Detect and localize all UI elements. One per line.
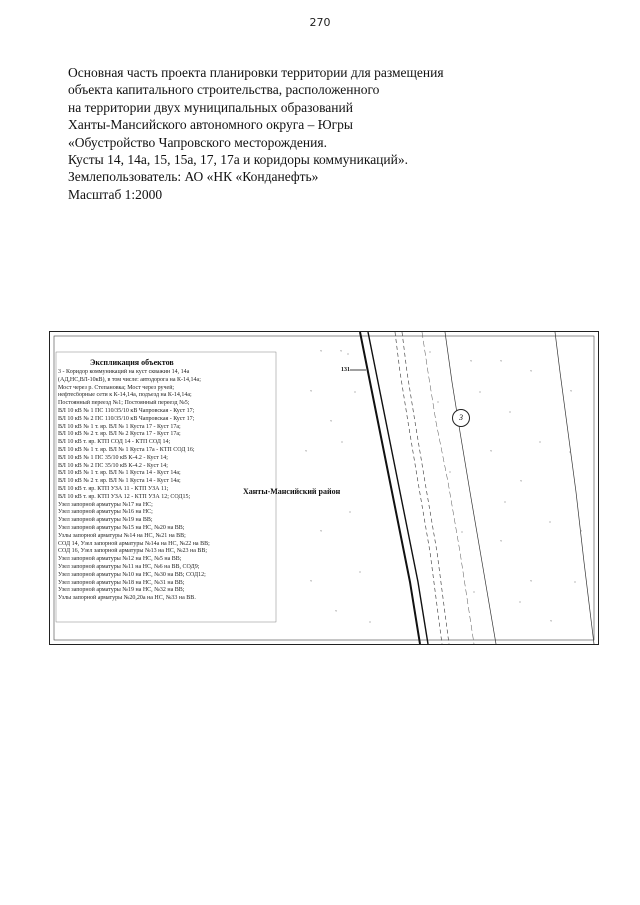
- legend-item: Узел запорной арматуры №10 на НС, №30 на ВВ; СОД12;: [58, 571, 206, 578]
- legend-item: (АД,НС,ВЛ-10кВ), в том числе: автодорога на К-14,14а;: [58, 376, 201, 383]
- svg-text:≈: ≈: [520, 478, 523, 483]
- legend-item: Узел запорной арматуры №18 на НС, №31 на ВВ;: [58, 579, 185, 586]
- header-line: Кусты 14, 14а, 15, 15а, 17, 17а и коридоры коммуникаций».: [68, 152, 408, 168]
- legend-item: ВЛ 10 кВ т. яр. КТП УЗА 12 - КТП УЗА 12; СОД15;: [58, 493, 191, 500]
- legend-item: Узлы запорной арматуры №14 на НС, №21 на ВВ;: [58, 532, 186, 539]
- legend-item: ВЛ 10 кВ № 2 ПС 35/10 кВ К-4.2 - Куст 14;: [58, 462, 168, 469]
- legend-title: Экспликация объектов: [90, 358, 174, 367]
- planning-map: [49, 331, 599, 645]
- legend-item: Узел запорной арматуры №17 на НС;: [58, 501, 153, 508]
- svg-text:≈: ≈: [320, 528, 323, 533]
- svg-text:≈: ≈: [530, 368, 533, 373]
- page-number: 270: [309, 16, 331, 29]
- legend-item: ВЛ 10 кВ № 2 т. яр. ВЛ № 2 Куста 17 - Куст 17а;: [58, 431, 181, 438]
- svg-text:≈: ≈: [490, 448, 493, 453]
- svg-text:≈: ≈: [580, 528, 583, 533]
- svg-text:≈: ≈: [570, 388, 573, 393]
- legend-item: нефтесборные сети к К-14,14а, подъезд на К-14,14а;: [58, 392, 192, 399]
- svg-text:≈: ≈: [530, 578, 533, 583]
- header-line: объекта капитального строительства, расположенного: [68, 82, 380, 98]
- legend-item: ВЛ 10 кВ № 2 ПС 110/35/10 кВ Чапровская - Куст 17;: [58, 415, 195, 422]
- legend-item: 3 - Коридор коммуникаций на куст скважин 14, 14а: [58, 369, 190, 375]
- legend-list: [58, 369, 273, 603]
- svg-text:≈: ≈: [335, 608, 338, 613]
- legend-item: Узлы запорной арматуры №20,20а на НС, №33 на ВВ.: [58, 595, 196, 602]
- legend-item: ВЛ 10 кВ т. яр. КТП СОД 14 - КТП СОД 14;: [58, 439, 171, 446]
- legend-item: СОД 16, Узел запорной арматуры №13 на НС, №23 на ВВ;: [58, 548, 208, 555]
- header-line: Ханты-Мансийского автономного округа – Югры: [68, 117, 353, 133]
- legend-item: Узел запорной арматуры №16 на НС;: [58, 509, 153, 516]
- legend-item: Узел запорной арматуры №12 на НС, №5 на ВВ;: [58, 556, 182, 563]
- legend-item: ВЛ 10 кВ № 1 ПС 110/35/10 кВ Чапровская - Куст 17;: [58, 407, 195, 414]
- legend-item: Узел запорной арматуры №19 на НС, №32 на ВВ;: [58, 587, 185, 594]
- svg-text:≈: ≈: [550, 618, 553, 623]
- legend-item: Узел запорной арматуры №19 на ВВ;: [58, 517, 153, 524]
- document-header: [68, 64, 588, 203]
- legend-item: Постоянный переезд №1; Постоянный переезд №5;: [58, 400, 190, 407]
- legend-item: ВЛ 10 кВ № 2 т. яр. ВЛ № 1 Куста 14 - Куст 14а;: [58, 478, 181, 485]
- header-line: Землепользователь: АО «НК «Конданефть»: [68, 169, 319, 185]
- svg-text:≈: ≈: [310, 578, 313, 583]
- legend-item: Узел запорной арматуры №15 на НС, №20 на ВВ;: [58, 524, 185, 531]
- corridor-tag: 131: [341, 367, 350, 373]
- svg-text:≈: ≈: [305, 448, 308, 453]
- svg-text:≈: ≈: [500, 538, 503, 543]
- header-line: Масштаб 1:2000: [68, 186, 163, 202]
- header-line: на территории двух муниципальных образований: [68, 99, 353, 115]
- legend-item: ВЛ 10 кВ № 1 ПС 35/10 кВ К-4.2 - Куст 14;: [58, 454, 168, 461]
- svg-text:≈: ≈: [330, 418, 333, 423]
- svg-text:≈: ≈: [310, 388, 313, 393]
- corridor-number-marker: 3: [452, 409, 470, 427]
- svg-text:≈: ≈: [320, 348, 323, 353]
- legend-item: ВЛ 10 кВ № 1 т. яр. ВЛ № 1 Куста 17а - КТП СОД 16;: [58, 446, 195, 453]
- header-line: «Обустройство Чапровского месторождения.: [68, 134, 327, 150]
- svg-text:≈: ≈: [470, 358, 473, 363]
- legend-item: Узел запорной арматуры №11 на НС, №6 на ВВ, СОД9;: [58, 563, 200, 570]
- svg-text:≈: ≈: [340, 348, 343, 353]
- header-line: Основная часть проекта планировки территории для размещения: [68, 65, 444, 80]
- legend-item: ВЛ 10 кВ № 1 т. яр. ВЛ № 1 Куста 17 - Куст 17а;: [58, 423, 181, 430]
- legend-item: ВЛ 10 кВ № 1 т. яр. ВЛ № 1 Куста 14 - Куст 14а;: [58, 470, 181, 477]
- legend-item: СОД 14, Узел запорной арматуры №14а на НС, №22 на ВВ;: [58, 540, 210, 547]
- district-label: Ханты-Мансийский район: [243, 487, 341, 496]
- svg-text:≈: ≈: [500, 358, 503, 363]
- legend-item: Мост через р. Степановка; Мост через ручей;: [58, 384, 175, 391]
- legend-item: ВЛ 10 кВ т. яр. КТП УЗА 11 - КТП УЗА 11;: [58, 485, 169, 492]
